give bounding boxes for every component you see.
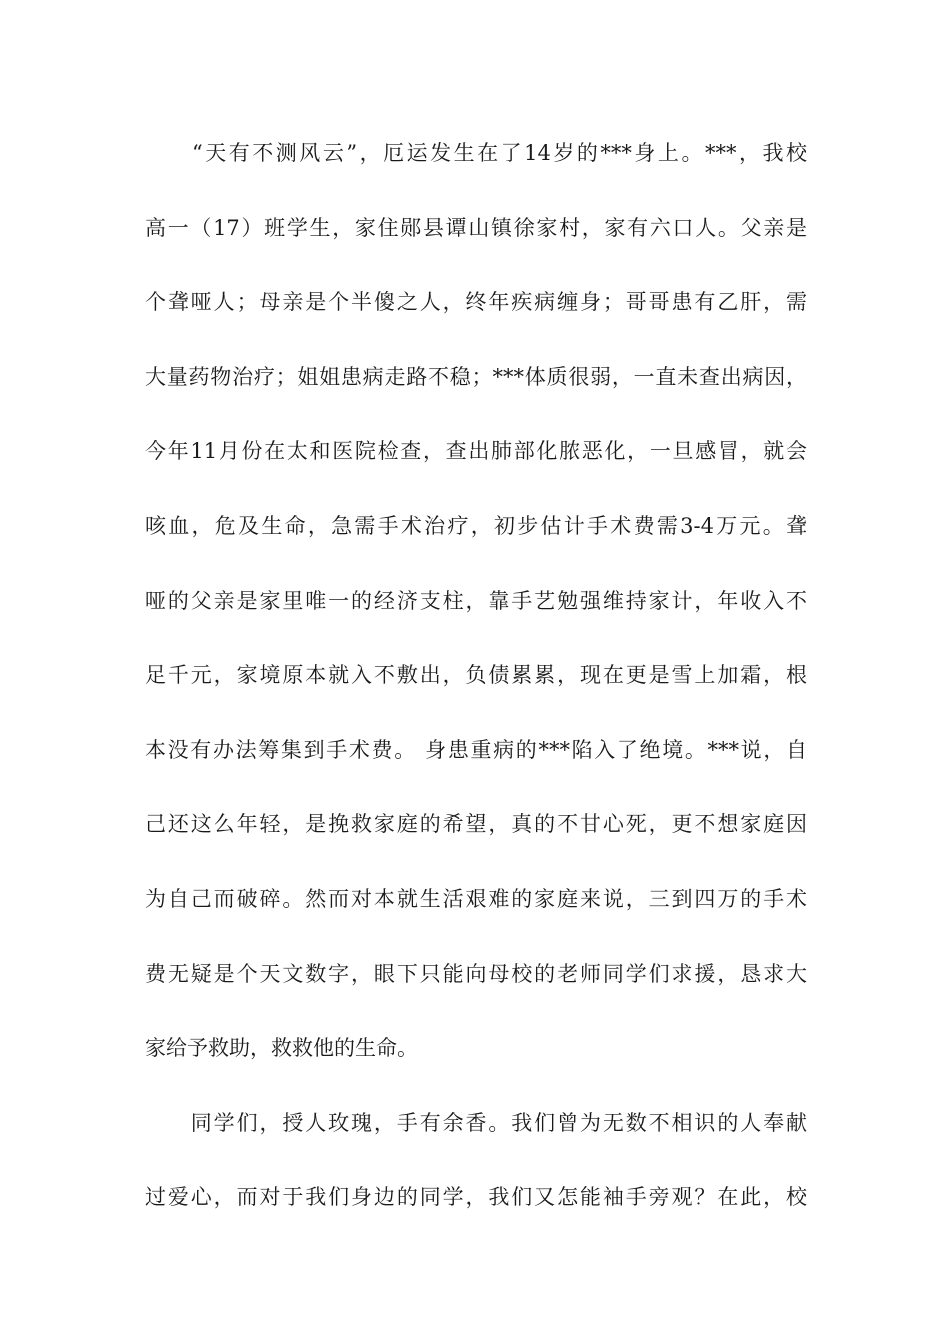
text-line: 费无疑是个天文数字，眼下只能向母校的老师同学们求援，恳求大 [145,961,807,986]
text-line: 家给予救助，救救他的生命。 [145,1036,418,1061]
text-line: 过爱心，而对于我们身边的同学，我们又怎能袖手旁观？在此，校 [145,1185,807,1210]
document-body [145,128,807,1247]
text-line: 高一（17）班学生，家住郧县谭山镇徐家村，家有六口人。父亲是 [145,215,807,240]
text-line: 为自己而破碎。然而对本就生活艰难的家庭来说，三到四万的手术 [145,886,807,911]
text-line: 大量药物治疗；姐姐患病走路不稳；***体质很弱，一直未查出病因， [145,364,807,389]
paragraph-2 [145,1098,807,1247]
text-line: 今年11月份在太和医院检查，查出肺部化脓恶化，一旦感冒，就会 [145,439,807,464]
text-line: 同学们，授人玫瑰，手有余香。我们曾为无数不相识的人奉献 [145,1110,807,1135]
text-line: 个聋哑人；母亲是个半傻之人，终年疾病缠身；哥哥患有乙肝，需 [145,290,807,315]
text-line: 本没有办法筹集到手术费。 身患重病的***陷入了绝境。***说，自 [145,737,807,762]
text-line: 咳血，危及生命，急需手术治疗，初步估计手术费需3-4万元。聋 [145,513,807,538]
text-line: 己还这么年轻，是挽救家庭的希望，真的不甘心死，更不想家庭因 [145,812,807,837]
text-line: 哑的父亲是家里唯一的经济支柱，靠手艺勉强维持家计，年收入不 [145,588,807,613]
text-line: 足千元，家境原本就入不敷出，负债累累，现在更是雪上加霜，根 [145,663,807,688]
paragraph-1 [145,128,807,1098]
text-line: “天有不测风云”，厄运发生在了14岁的***身上。***，我校 [145,141,807,165]
